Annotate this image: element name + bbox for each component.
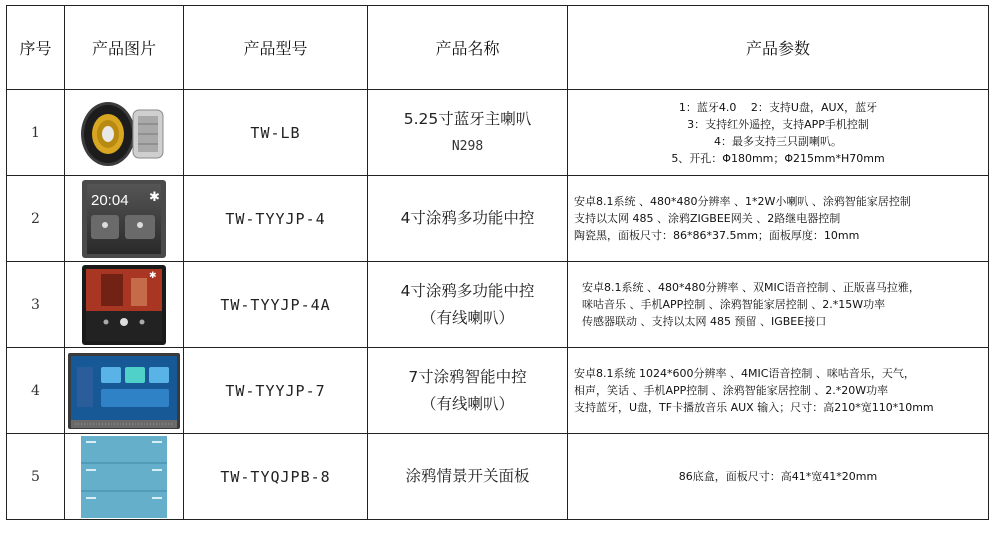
table-row <box>7 262 989 348</box>
header-row <box>7 6 989 90</box>
control-panel-7-image <box>67 351 181 431</box>
param-line: 咪咕音乐 、手机APP控制 、涂鸦智能家居控制 、2.*15W功率 <box>582 298 886 311</box>
table-row <box>7 434 989 520</box>
row-index: 4 <box>7 348 65 434</box>
product-model: TW-LB <box>184 90 368 176</box>
product-name-sub: （有线喇叭） <box>420 394 514 413</box>
product-model: TW-TYYJP-4A <box>184 262 368 348</box>
param-line: 支持蓝牙，U盘，TF卡播放音乐 AUX 输入；尺寸：高210*宽110*10mm <box>574 401 934 414</box>
table-row <box>7 348 989 434</box>
param-line: 传感器联动 、支持以太网 485 预留 、IGBEE接口 <box>582 315 827 328</box>
product-model: TW-TYQJPB-8 <box>184 434 368 520</box>
control-panel-4-image <box>81 179 167 259</box>
header-image: 产品图片 <box>65 6 184 90</box>
product-params-cell <box>568 262 989 348</box>
param-line: 5、开孔：Φ180mm；Φ215mm*H70mm <box>671 151 885 165</box>
product-table <box>6 5 989 520</box>
product-name: 5.25寸蓝牙主喇叭 <box>403 109 532 128</box>
row-index: 2 <box>7 176 65 262</box>
product-image-cell <box>65 348 184 434</box>
product-name-sub: N298 <box>451 138 484 154</box>
ceiling-speaker-image <box>78 96 170 170</box>
product-image-cell <box>65 262 184 348</box>
svg-text:✱: ✱ <box>149 189 160 205</box>
svg-text:✱: ✱ <box>149 270 157 281</box>
header-params: 产品参数 <box>568 6 989 90</box>
param-line: 陶瓷黑，面板尺寸：86*86*37.5mm；面板厚度：10mm <box>574 229 860 242</box>
scene-switch-panel-image <box>80 435 168 519</box>
param-line: 安卓8.1系统 、480*480分辨率 、双MIC语音控制 、正版喜马拉雅， <box>582 281 920 294</box>
row-index: 5 <box>7 434 65 520</box>
param-line: 4：最多支持三只副喇叭。 <box>714 134 842 148</box>
table-row <box>7 176 989 262</box>
product-params-cell <box>568 348 989 434</box>
product-name-cell <box>368 176 568 262</box>
param-line: 支持以太网 485 、涂鸦ZIGBEE网关 、2路继电器控制 <box>574 212 841 225</box>
row-index: 1 <box>7 90 65 176</box>
header-model: 产品型号 <box>184 6 368 90</box>
product-params-cell <box>568 90 989 176</box>
screen-time: 20:04 <box>91 191 129 209</box>
header-index: 序号 <box>7 6 65 90</box>
param-line: 安卓8.1系统 、480*480分辨率 、1*2W小喇叭 、涂鸦智能家居控制 <box>574 195 911 208</box>
product-image-cell <box>65 176 184 262</box>
product-name: 4寸涂鸦多功能中控 <box>400 209 535 227</box>
product-model: TW-TYYJP-7 <box>184 348 368 434</box>
product-name: 7寸涂鸦智能中控 <box>408 367 527 386</box>
product-name: 4寸涂鸦多功能中控 <box>400 281 535 300</box>
product-model: TW-TYYJP-4 <box>184 176 368 262</box>
product-name-cell <box>368 348 568 434</box>
param-line: 86底盒，面板尺寸：高41*宽41*20mm <box>678 470 878 483</box>
param-line: 相声，笑话 、手机APP控制 、涂鸦智能家居控制 、2.*20W功率 <box>574 384 889 397</box>
product-name-cell <box>368 262 568 348</box>
product-name-cell <box>368 434 568 520</box>
param-line: 1：蓝牙4.0 2：支持U盘，AUX，蓝牙 <box>678 100 878 114</box>
product-image-cell <box>65 90 184 176</box>
row-index: 3 <box>7 262 65 348</box>
music-panel-4-image <box>81 264 167 346</box>
product-name-cell <box>368 90 568 176</box>
param-line: 3：支持红外遥控，支持APP手机控制 <box>687 117 869 131</box>
product-name-sub: （有线喇叭） <box>420 308 514 327</box>
product-name: 涂鸦情景开关面板 <box>405 467 530 485</box>
table-row <box>7 90 989 176</box>
header-name: 产品名称 <box>368 6 568 90</box>
product-params-cell <box>568 176 989 262</box>
product-image-cell <box>65 434 184 520</box>
param-line: 安卓8.1系统 1024*600分辨率 、4MIC语音控制 、咪咕音乐，天气， <box>574 367 915 380</box>
product-params-cell <box>568 434 989 520</box>
